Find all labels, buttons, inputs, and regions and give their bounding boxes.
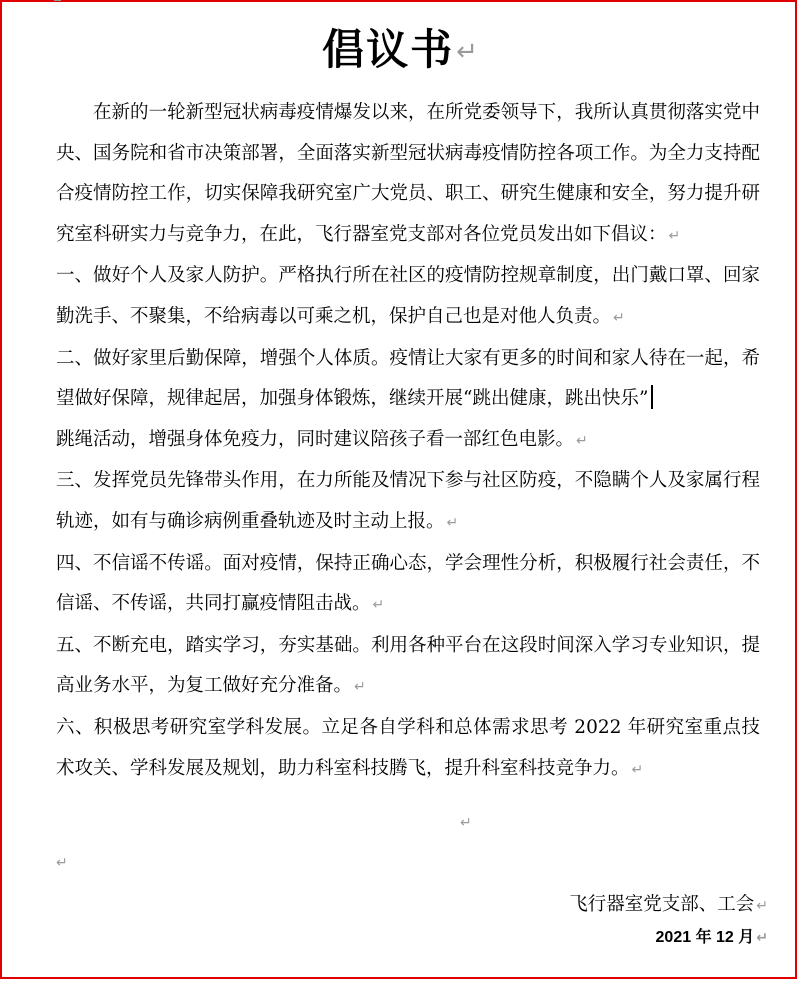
paragraph-mark-icon: ↵ xyxy=(372,597,385,614)
item-text: 五、不断充电，踏实学习，夯实基础。利用各种平台在这段时间深入学习专业知识，提高业务水平，为复工做好充分准备。 xyxy=(56,634,760,697)
item-text: 四、不信谣不传谣。面对疫情，保持正确心态，学会理性分析，积极履行社会责任，不信谣、不传谣，共同打赢疫情阻击战。 xyxy=(56,552,760,615)
item-paragraph-2[interactable] xyxy=(56,339,760,420)
paragraph-mark-icon: ↵ xyxy=(456,37,478,67)
document-body[interactable] xyxy=(56,93,760,790)
paragraph-mark-icon: ↵ xyxy=(756,930,768,946)
item-text: 三、发挥党员先锋带头作用，在力所能及情况下参与社区防疫，不隐瞒个人及家属行程轨迹，如有与确诊病例重叠轨迹及时主动上报。 xyxy=(56,470,760,532)
paragraph-mark-icon: ↵ xyxy=(576,432,588,449)
intro-paragraph[interactable] xyxy=(56,93,760,256)
item-paragraph-2-cont[interactable] xyxy=(56,420,760,462)
item-paragraph-4[interactable] xyxy=(56,544,760,626)
title-row xyxy=(0,20,800,89)
text-cursor xyxy=(651,385,653,409)
item-paragraph-6[interactable] xyxy=(56,708,760,790)
document-title[interactable]: 倡议书 xyxy=(322,25,455,74)
paragraph-mark-icon: ↵ xyxy=(446,514,459,531)
item-text: 二、做好家里后勤保障，增强个人体质。疫情让大家有更多的时间和家人待在一起，希望做好保障，规律起居，加强身体锻炼，继续开展“跳出健康，跳出快乐” xyxy=(56,347,760,410)
item-text: 六、积极思考研究室学科发展。立足各自学科和总体需求思考 2022 年研究室重点技术攻关、学科发展及规划，助力科室科技腾飞，提升科室科技竞争力。 xyxy=(56,716,760,779)
paragraph-mark-icon: ↵ xyxy=(756,898,768,914)
paragraph-mark-icon: ↵ xyxy=(613,309,625,326)
paragraph-mark-icon: ↵ xyxy=(354,679,366,696)
paragraph-mark-icon: ↵ xyxy=(460,815,472,831)
item-paragraph-1[interactable] xyxy=(56,256,760,338)
item-paragraph-5[interactable] xyxy=(56,626,760,708)
item-text: 一、做好个人及家人防护。严格执行所在社区的疫情防控规章制度，出门戴口罩、回家勤洗手、不聚集，不给病毒以可乘之机，保护自己也是对他人负责。 xyxy=(56,265,760,327)
date-line[interactable] xyxy=(656,924,768,952)
intro-text: 在新的一轮新型冠状病毒疫情爆发以来，在所党委领导下，我所认真贯彻落实党中央、国务院和省市决策部署，全面落实新型冠状病毒疫情防控各项工作。为全力支持配合疫情防控工作，切实保障我研究室广大党员、职工、研究生健康和安全，努力提升研究室科研实力与竞争力，在此，飞行器室党支部对各位党员发出如下倡议： xyxy=(56,102,760,245)
margin-corner-mark xyxy=(54,0,61,1)
signature-text: 飞行器室党支部、工会 xyxy=(569,894,755,915)
paragraph-mark-icon: ↵ xyxy=(668,227,681,244)
item-text: 跳绳活动，增强身体免疫力，同时建议陪孩子看一部红色电影。 xyxy=(56,428,575,450)
signature-line[interactable] xyxy=(569,888,768,923)
paragraph-mark-icon: ↵ xyxy=(631,761,644,778)
date-text: 2021 年 12 月 xyxy=(655,929,755,946)
paragraph-mark-icon: ↵ xyxy=(56,855,68,871)
item-paragraph-3[interactable] xyxy=(56,461,760,543)
